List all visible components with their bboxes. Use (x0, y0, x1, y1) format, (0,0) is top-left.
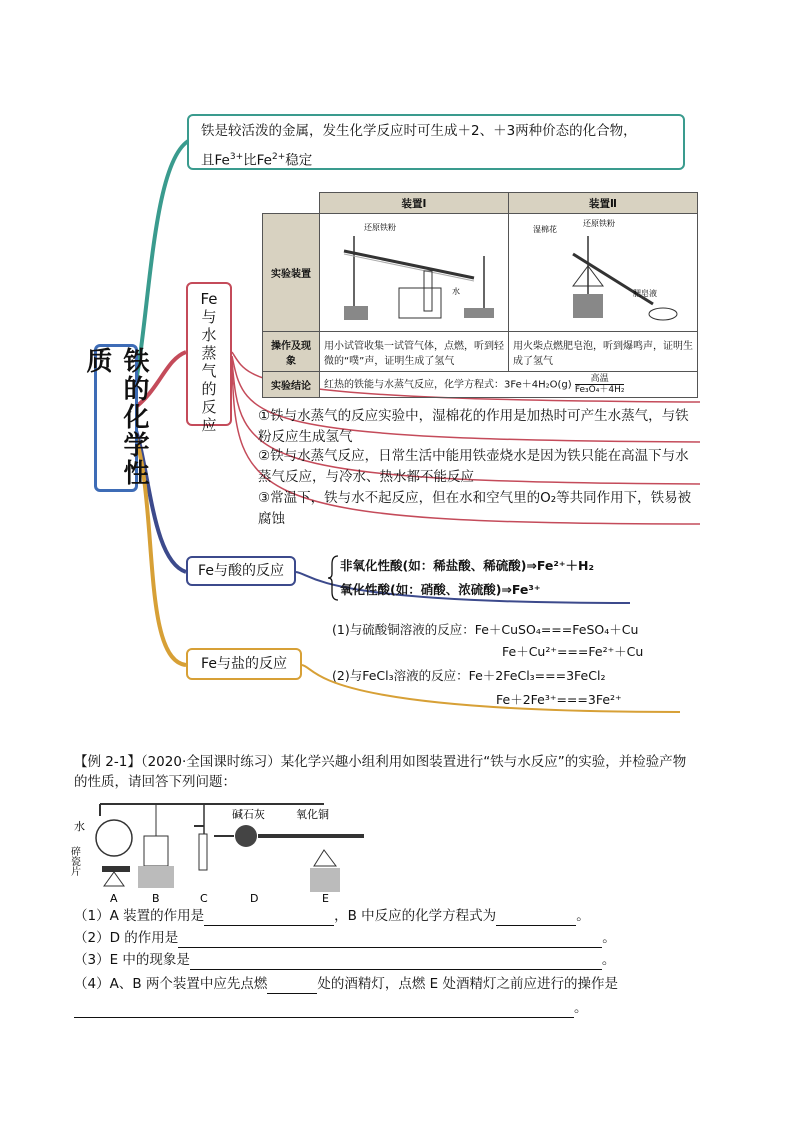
branch1-line1: 铁是较活泼的金属，发生化学反应时可生成＋2、＋3两种价态的化合物， (201, 123, 637, 139)
acid-oxidizing: 氧化性酸(如：硝酸、浓硫酸)⇒Fe³⁺ (340, 582, 541, 597)
device2-label-soap: 肥皂液 (633, 289, 657, 298)
label-c: C (200, 892, 208, 905)
row-conclusion-label: 实验结论 (263, 372, 320, 398)
device2-label-iron: 还原铁粉 (583, 219, 615, 228)
label-b: B (152, 892, 160, 905)
device-1-diagram (320, 214, 509, 332)
answer-blank-1a[interactable] (204, 910, 334, 926)
branch-fe-acid: Fe与酸的反应 (186, 556, 296, 586)
note-3: ③常温下，铁与水不起反应，但在水和空气里的O₂等共同作用下，铁易被腐蚀 (258, 490, 692, 527)
question-4-line2: 。 (74, 998, 588, 1018)
question-2: （2）D 的作用是 。 (74, 930, 616, 946)
table-header-2: 装置Ⅱ (509, 193, 698, 214)
answer-blank-4a[interactable] (267, 978, 317, 994)
salt-cu-ion: Fe＋Cu²⁺===Fe²⁺＋Cu (502, 644, 644, 659)
note-2: ②铁与水蒸气反应，日常生活中能用铁壶烧水是因为铁只能在高温下与水蒸气反应，与冷水、热水都不能反应 (258, 448, 689, 485)
answer-blank-1b[interactable] (496, 910, 576, 926)
branch1-line2: 且$Fe^{3+}$比$Fe^{2+}$稳定 (201, 152, 313, 169)
example-title: 【例 2-1】（2020·全国课时练习）某化学兴趣小组利用如图装置进行“铁与水反应”的实验，并检验产物 (74, 754, 687, 770)
device1-label-iron: 还原铁粉 (364, 223, 396, 232)
apparatus-1-image (324, 216, 504, 326)
row-operation-label: 操作及现象 (263, 332, 320, 372)
table-header-1: 装置Ⅰ (320, 193, 509, 214)
label-chips: 碎瓷片 (68, 846, 80, 876)
device-2-diagram (509, 214, 698, 332)
label-d: D (250, 892, 259, 905)
acid-nonoxidizing: 非氧化性酸(如：稀盐酸、稀硫酸)⇒Fe²⁺＋H₂ (340, 558, 594, 573)
central-topic: 铁的化学性质 (94, 344, 138, 492)
branch-iron-activity (187, 114, 685, 170)
question-3: （3）E 中的现象是 。 (74, 952, 616, 968)
answer-blank-2[interactable] (178, 932, 602, 948)
answer-blank-4b[interactable] (74, 1002, 574, 1018)
question-1: （1）A 装置的作用是 ，B 中反应的化学方程式为 。 (74, 908, 590, 924)
example-title-line2: 的性质，请回答下列问题： (74, 774, 236, 790)
label-cuo: 氧化铜 (296, 808, 329, 821)
device2-label-cotton: 湿棉花 (533, 225, 557, 234)
operation-1: 用小试管收集一试管气体，点燃，听到轻微的“噗”声，证明生成了氢气 (320, 332, 509, 372)
question-4: （4）A、B 两个装置中应先点燃 处的酒精灯，点燃 E 处酒精灯之前应进行的操作是 (74, 976, 619, 992)
salt-cuso4: (1)与硫酸铜溶液的反应：Fe＋CuSO₄===FeSO₄＋Cu (332, 622, 639, 637)
salt-fecl3: (2)与FeCl₃溶液的反应：Fe＋2FeCl₃===3FeCl₂ (332, 668, 606, 683)
label-a: A (110, 892, 118, 905)
label-soda-lime: 碱石灰 (232, 808, 265, 821)
operation-2: 用火柴点燃肥皂泡，听到爆鸣声，证明生成了氢气 (509, 332, 698, 372)
branch-fe-water-label: Fe与水蒸气的反应 (200, 290, 218, 434)
label-water: 水 (74, 820, 85, 833)
apparatus-2-image (513, 216, 693, 326)
example-apparatus-diagram (68, 796, 374, 905)
label-e: E (322, 892, 329, 905)
experiment-table (262, 192, 698, 398)
branch-fe-water (186, 282, 232, 434)
device1-label-water: 水 (452, 287, 460, 296)
note-1: ①铁与水蒸气的反应实验中，湿棉花的作用是加热时可产生水蒸气，与铁粉反应生成氢气 (258, 408, 689, 445)
row-device-label: 实验装置 (263, 214, 320, 332)
conclusion-cell: 红热的铁能与水蒸气反应，化学方程式：3Fe＋4H₂O(g) 高温 Fe₃O₄＋4H₂ (320, 372, 698, 398)
answer-blank-3[interactable] (190, 954, 602, 970)
branch-fe-salt: Fe与盐的反应 (186, 648, 302, 680)
salt-fe-ion: Fe＋2Fe³⁺===3Fe²⁺ (496, 692, 622, 707)
